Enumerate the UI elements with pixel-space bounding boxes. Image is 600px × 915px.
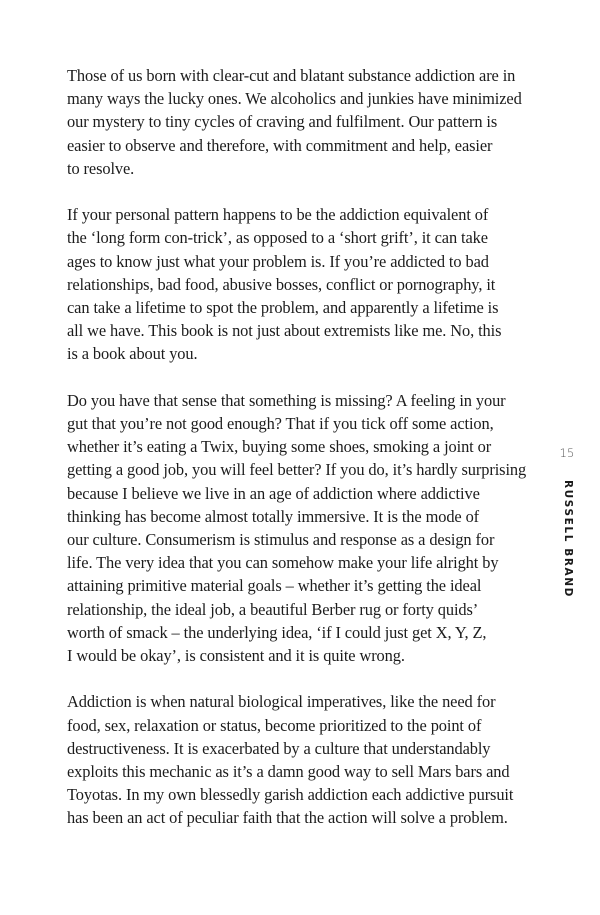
text-line: to resolve. [67, 158, 135, 178]
text-line: Those of us born with clear-cut and blatant substance addiction are in [67, 66, 516, 85]
text-line: our culture. Consumerism is stimulus and response as a design for [67, 530, 495, 550]
text-line: many ways the lucky ones. We alcoholics and junkies have minimized [67, 89, 522, 109]
text-line: easier to observe and therefore, with commitment and help, easier [67, 135, 493, 155]
paragraph [67, 690, 537, 829]
text-line: relationships, bad food, abusive bosses, conflict or pornography, it [67, 274, 496, 294]
text-line: attaining primitive material goals – whether it’s getting the ideal [67, 576, 482, 596]
text-line: ages to know just what your problem is. If you’re addicted to bad [67, 251, 489, 271]
text-line: the ‘long form con-trick’, as opposed to a ‘short grift’, it can take [67, 228, 488, 248]
text-line: I would be okay’, is consistent and it is quite wrong. [67, 646, 405, 666]
body-text [67, 64, 537, 853]
text-line: worth of smack – the underlying idea, ‘if I could just get X, Y, Z, [67, 622, 487, 642]
text-line: Toyotas. In my own blessedly garish addiction each addictive pursuit [67, 785, 514, 805]
text-line: is a book about you. [67, 344, 198, 364]
text-line: relationship, the ideal job, a beautiful Berber rug or forty quids’ [67, 599, 479, 619]
text-line: exploits this mechanic as it’s a damn good way to sell Mars bars and [67, 762, 510, 782]
paragraph [67, 64, 537, 180]
running-head-author: RUSSELL BRAND [562, 480, 574, 598]
text-line: thinking has become almost totally immersive. It is the mode of [67, 506, 480, 526]
text-line: Addiction is when natural biological imperatives, like the need for [67, 692, 496, 712]
text-line: life. The very idea that you can somehow make your life alright by [67, 553, 499, 573]
paragraph [67, 389, 537, 667]
text-line: If your personal pattern happens to be the addiction equivalent of [67, 205, 489, 225]
text-line: food, sex, relaxation or status, become prioritized to the point of [67, 715, 482, 735]
text-line: destructiveness. It is exacerbated by a culture that understandably [67, 738, 491, 758]
text-line: all we have. This book is not just about extremists like me. No, this [67, 321, 502, 341]
text-line: Do you have that sense that something is missing? A feeling in your [67, 390, 506, 410]
paragraph [67, 203, 537, 365]
text-line: can take a lifetime to spot the problem, and apparently a lifetime is [67, 298, 499, 318]
text-line: our mystery to tiny cycles of craving and fulfilment. Our pattern is [67, 112, 498, 132]
text-line: whether it’s eating a Twix, buying some shoes, smoking a joint or [67, 437, 492, 457]
text-line: getting a good job, you will feel better? If you do, it’s hardly surprising [67, 460, 527, 480]
page-number: 15 [559, 446, 575, 460]
text-line: gut that you’re not good enough? That if you tick off some action, [67, 414, 494, 434]
text-line: because I believe we live in an age of addiction where addictive [67, 483, 480, 503]
text-line: has been an act of peculiar faith that the action will solve a problem. [67, 808, 508, 828]
